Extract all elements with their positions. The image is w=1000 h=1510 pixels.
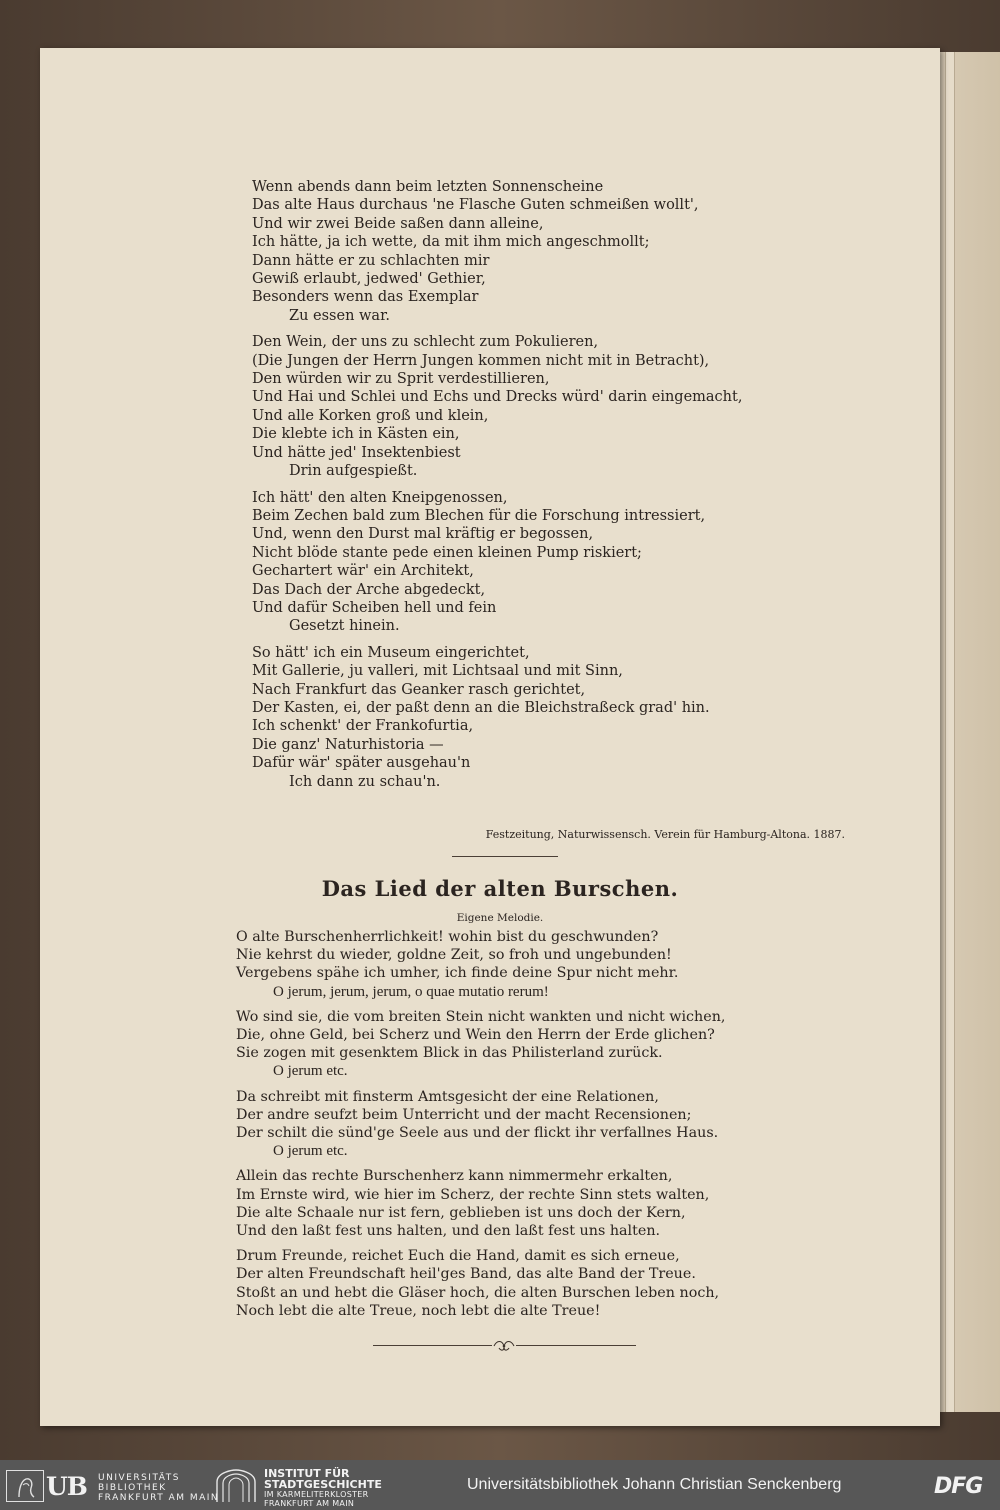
poem-line: Der Kasten, ei, der paßt denn an die Bleichstraßeck grad' hin. — [252, 699, 710, 716]
song-line: Stoßt an und hebt die Gläser hoch, die alten Burschen leben noch, — [236, 1284, 720, 1301]
song-line: Und den laßt fest uns halten, und den laßt fest uns halten. — [236, 1223, 661, 1240]
poem-line: Die klebte ich in Kästen ein, — [252, 426, 460, 443]
end-ornament — [373, 1337, 636, 1355]
poem-line: Und alle Korken groß und klein, — [252, 407, 489, 424]
section-divider — [452, 856, 558, 857]
poem-line: Nicht blöde stante pede einen kleinen Pump riskiert; — [252, 544, 642, 561]
ub-line: UNIVERSITÄTS — [98, 1473, 180, 1483]
poem-line: Den Wein, der uns zu schlecht zum Pokulieren, — [252, 334, 599, 351]
poem-line: Gechartert wär' ein Architekt, — [252, 563, 474, 580]
song-stanza — [236, 1088, 856, 1161]
poem-stanza — [252, 333, 852, 480]
song-line: Nie kehrst du wieder, goldne Zeit, so froh und ungebunden! — [236, 947, 672, 964]
institute-name — [264, 1468, 382, 1508]
poem-line: So hätt' ich ein Museum eingerichtet, — [252, 644, 530, 661]
song-line: Da schreibt mit finsterm Amtsgesicht der eine Relationen, — [236, 1088, 659, 1105]
inst-line: STADTGESCHICHTE — [264, 1478, 382, 1491]
song-line: Noch lebt die alte Treue, noch lebt die alte Treue! — [236, 1302, 601, 1319]
poem-line: Mit Gallerie, ju valleri, mit Lichtsaal und mit Sinn, — [252, 663, 623, 680]
poem-line: Ich hätt' den alten Kneipgenossen, — [252, 489, 508, 506]
dfg-logo[interactable]: DFG — [934, 1474, 983, 1499]
page-edge-strip — [945, 52, 955, 1412]
song-refrain: O jerum etc. — [273, 1143, 348, 1160]
poem-line: Und, wenn den Durst mal kräftig er begossen, — [252, 526, 594, 543]
song-line: Der andre seufzt beim Unterricht und der macht Recensionen; — [236, 1106, 692, 1123]
song-line: Wo sind sie, die vom breiten Stein nicht wankten und nicht wichen, — [236, 1008, 726, 1025]
poem-stanza — [252, 644, 852, 791]
poem-line: Den würden wir zu Sprit verdestillieren, — [252, 371, 550, 388]
poem-line: Und dafür Scheiben hell und fein — [252, 599, 497, 616]
song-line: Im Ernste wird, wie hier im Scherz, der rechte Sinn stets walten, — [236, 1186, 710, 1203]
song-refrain: O jerum, jerum, jerum, o quae mutatio rerum! — [273, 983, 549, 1000]
library-caption: Universitätsbibliothek Johann Christian Senckenberg — [467, 1476, 842, 1493]
song-text — [236, 928, 856, 1327]
ub-letters: UB — [46, 1472, 87, 1501]
song-line: Der schilt die sünd'ge Seele aus und der flickt ihr verfallnes Haus. — [236, 1125, 719, 1142]
ub-line: BIBLIOTHEK — [98, 1483, 167, 1493]
poem-line: Beim Zechen bald zum Blechen für die Forschung intressiert, — [252, 507, 706, 524]
ub-logo[interactable] — [6, 1470, 98, 1502]
song-line: Vergebens spähe ich umher, ich finde deine Spur nicht mehr. — [236, 965, 679, 982]
poem-source-caption: Festzeitung, Naturwissensch. Verein für Hamburg-Altona. 1887. — [485, 828, 845, 841]
institute-arch-icon[interactable] — [213, 1468, 259, 1504]
song-stanza — [236, 928, 856, 1001]
song-line: O alte Burschenherrlichkeit! wohin bist du geschwunden? — [236, 929, 659, 945]
song-line: Sie zogen mit gesenktem Blick in das Philisterland zurück. — [236, 1045, 663, 1062]
song-stanza — [236, 1247, 856, 1320]
poem-line: Das Dach der Arche abgedeckt, — [252, 581, 486, 598]
inst-small-line: IM KARMELITERKLOSTER — [264, 1490, 369, 1499]
poem-line: Dann hätte er zu schlachten mir — [252, 252, 490, 269]
poem-line-closing: Drin aufgespießt. — [289, 463, 418, 480]
inst-line: INSTITUT FÜR — [264, 1467, 350, 1480]
song-line: Der alten Freundschaft heil'ges Band, das alte Band der Treue. — [236, 1266, 696, 1283]
poem-line: Und Hai und Schlei und Echs und Drecks würd' darin eingemacht, — [252, 389, 743, 406]
poem-line: Das alte Haus durchaus 'ne Flasche Guten schmeißen wollt', — [252, 197, 699, 214]
song-subtitle: Eigene Melodie. — [456, 912, 544, 924]
poem-line-closing: Zu essen war. — [289, 307, 391, 324]
poem-line: Wenn abends dann beim letzten Sonnenscheine — [252, 179, 604, 195]
poem — [252, 178, 852, 799]
poem-line: Ich hätte, ja ich wette, da mit ihm mich angeschmollt; — [252, 234, 650, 251]
adjacent-page-edge — [930, 52, 1000, 1412]
song-line: Die, ohne Geld, bei Scherz und Wein den Herrn der Erde glichen? — [236, 1027, 715, 1044]
song-line: Drum Freunde, reichet Euch die Hand, damit es sich erneue, — [236, 1248, 680, 1265]
poem-line: Die ganz' Naturhistoria — — [252, 736, 444, 753]
book-page — [40, 48, 940, 1426]
poem-line: Dafür wär' später ausgehau'n — [252, 755, 471, 772]
poem-line: Besonders wenn das Exemplar — [252, 289, 479, 306]
poem-line: Gewiß erlaubt, jedwed' Gethier, — [252, 271, 486, 288]
song-stanza — [236, 1167, 856, 1240]
song-line: Allein das rechte Burschenherz kann nimmermehr erkalten, — [236, 1168, 673, 1185]
song-stanza — [236, 1008, 856, 1081]
flourish-icon — [484, 1337, 524, 1355]
poem-line-closing: Ich dann zu schau'n. — [289, 773, 441, 790]
inst-small-line: FRANKFURT AM MAIN — [264, 1499, 355, 1508]
poem-line-closing: Gesetzt hinein. — [289, 618, 400, 635]
portrait-icon — [6, 1470, 44, 1502]
poem-line: (Die Jungen der Herrn Jungen kommen nicht mit in Betracht), — [252, 352, 710, 369]
poem-stanza — [252, 489, 852, 636]
poem-line: Nach Frankfurt das Geanker rasch gerichtet, — [252, 681, 586, 698]
song-line: Die alte Schaale nur ist fern, geblieben ist uns doch der Kern, — [236, 1204, 686, 1221]
poem-line: Und wir zwei Beide saßen dann alleine, — [252, 215, 544, 232]
song-refrain: O jerum etc. — [273, 1063, 348, 1080]
footer-bar — [0, 1460, 1000, 1510]
poem-line: Ich schenkt' der Frankofurtia, — [252, 718, 474, 735]
ub-line: FRANKFURT AM MAIN — [98, 1493, 220, 1503]
poem-stanza — [252, 178, 852, 325]
poem-line: Und hätte jed' Insektenbiest — [252, 444, 461, 461]
song-title: Das Lied der alten Burschen. — [321, 876, 679, 901]
ub-name — [98, 1473, 219, 1503]
